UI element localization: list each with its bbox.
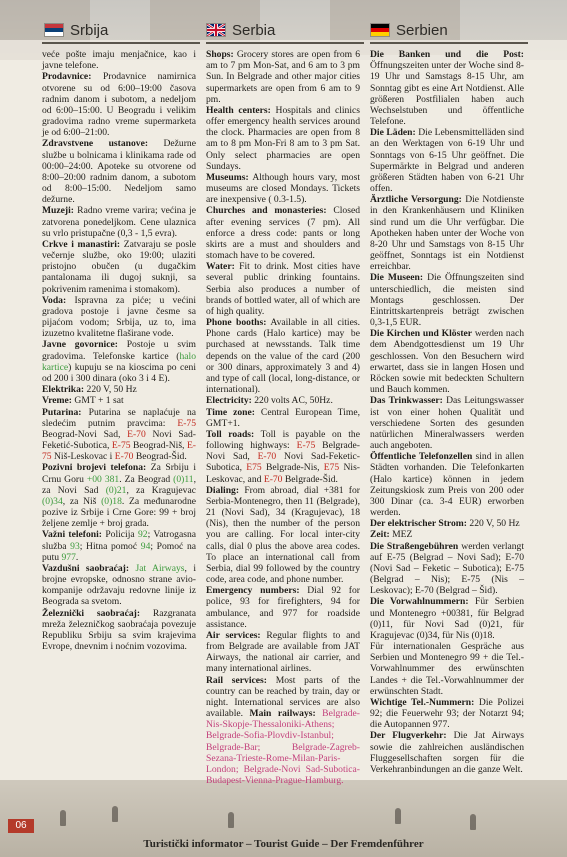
paragraph-dialing: Dialing: From abroad, dial +381 for Serbia-Montenegro, then 11 (Belgrade), 21 (Novi Sad), 34 (Kragujevac), 18 (Nis), then the number of the person you are calling. For local inter-city calls, dial 0 plus the above area codes. To place an international call from Serbia, dial 99 followed by the country code, area code, and phone number. xyxy=(206,484,360,586)
paragraph-dialing: Die Vorwahlnummern: Für Serbien und Montenegro +00381, für Belgrad (0)11, für Novi Sad (0)21, für Kragujevac (0)34, für Nis (0)18. xyxy=(370,596,524,641)
germany-flag-icon xyxy=(370,23,390,37)
paragraph-dialing: Pozivni brojevi telefona: Za Srbiju i Crnu Goru +00 381. Za Beograd (0)11, za Novi Sad (0)21, za Kragujevac (0)34, za Niš (0)18. Za međunarodne pozive iz Srbije i Crne Gore: 99 + broj željene zemlje + broj grada. xyxy=(42,462,196,530)
paragraph-museums: Museums: Although hours vary, most museums are closed Mondays. Tickets are inexpensive ( 0.3-1.5). xyxy=(206,171,360,206)
header-title-serbian: Srbija xyxy=(70,21,109,39)
paragraph-emergency: Važni telefoni: Policija 92; Vatrogasna služba 93; Hitna pomoć 94; Pomoć na putu 977. xyxy=(42,529,197,563)
background-person xyxy=(60,810,66,826)
background-person xyxy=(470,814,476,830)
paragraph-post: Die Banken und die Post: Öffnungszeiten unter der Woche sind 8-19 Uhr und Samstags 8-15 Uhr, am Sonntag gibt es eine Art Notdienst. Alle größeren Postfilialen haben auch Wechselstuben und öffentliche Telefone. xyxy=(370,49,524,128)
paragraph-electricity: Electricity: 220 volts AC, 50Hz. xyxy=(206,395,333,407)
serbian-column xyxy=(42,49,196,652)
paragraph-health: Health centers: Hospitals and clinics offer emergency health services around the clock. Pharmacies are open from 8 am to 8 pm Mon-Fri 8 am to 3 pm Sat. Only select pharmacies are open Sundays. xyxy=(206,104,361,172)
paragraph-time: Time zone: Central European Time, GMT+1. xyxy=(206,406,360,429)
paragraph-emergency: Emergency numbers: Dial 92 for police, 93 for firefighters, 94 for ambulance, and 977 for roadside assistance. xyxy=(206,585,360,630)
header-title-german: Serbien xyxy=(396,21,448,39)
german-column-header xyxy=(370,20,448,40)
background-person xyxy=(112,806,118,822)
paragraph-tolls: Toll roads: Toll is payable on the following highways: E-75 Belgrade-Novi Sad, E-70 Novi Sad-Feketic-Subotica, E75 Belgrade-Nis, E75 Nis-Leskovac, and E-70 Belgrade-Šid. xyxy=(206,428,361,485)
paragraph-phones: Öffentliche Telefonzellen sind in allen Städten vorhanden. Die Telefonkarten (Halo kartice) können in jedem Zeitungskiosk zum Preis von 200 oder 300 Dinar (ca. 3-4 EUR) erworben werden. xyxy=(370,451,524,519)
english-column xyxy=(206,49,360,786)
paragraph-churches: Die Kirchen und Klöster werden nach dem Abendgottesdienst um 19 Uhr geschlossen. Von den Besuchern wird erwartet, dass sie in langen Hosen und Röcken sowie mit bedeckten Schultern und Bauch kommen. xyxy=(370,328,525,396)
paragraph-water: Voda: Ispravna za piće; u većini gradova postoje i javne česme sa pijaćom vodom; Srbija, uz to, ima izuzetno kvalitetne flaširane vode. xyxy=(42,294,196,340)
paragraph-air: Der Flugverkehr: Die Jat Airways sowie die zahlreichen ausländischen Fluggesellschaften sorgen für die Verkehranbindungen an die ganze Welt. xyxy=(370,730,524,775)
paragraph-rail: Rail services: Most parts of the country can be reached by train, day or night. International services are also available. Main railways: Belgrade-Nis-Skopje-Thessaloniki-Athens; Belgrade-Sofia-Plovdiv-Istanbul; Belgrade-Bar; Belgrade-Zagreb-Sezana-Trieste-Rome-Milan-Paris-London; Belgrade-Novi Sad-Subotica-Budapest-Vienna-Prague-Hamburg. xyxy=(206,674,360,787)
paragraph-churches: Churches and monasteries: Closed after evening services (7 pm). All enforce a dress code: pants or long skirts are a must and shoulders and stomach have to be covered. xyxy=(206,205,360,262)
paragraph-dialing-international: Für internationalen Gespräche aus Serbien und Montenegro 99 + die Tel.-Vorwahlnummer des erwünschten Landes + die Tel.-Vorwahlnummer der erwünschten Stadt. xyxy=(370,641,524,697)
paragraph-water: Water: Fit to drink. Most cities have several public drinking fountains. Serbia also produces a number of brands of bottled water, all of which are of high quality. xyxy=(206,261,360,317)
paragraph-shops: Prodavnice: Prodavnice namirnica otvorene su od 6:00–19:00 časova radnim danom i subotom, a nedeljom od 6:00–15:00. U Beogradu i velikim gradovima radno vreme supermarketa je od 6:00–21:00. xyxy=(42,71,196,139)
footer-title: Turistički informator – Tourist Guide – Der Fremdenführer xyxy=(143,838,424,850)
serbian-column-header xyxy=(44,20,108,40)
background-person xyxy=(228,812,234,828)
paragraph-health: Zdravstvene ustanove: Dežurne službe u bolnicama i klinikama rade od 00:00–24:00. Apoteke su otvorene od 8:00–20:00 radnim danom, a subotom od 8:00–15:00. Nedeljom samo dežurne. xyxy=(42,138,196,206)
paragraph-shops: Shops: Grocery stores are open from 6 am to 7 pm Mon-Sat, and 6 am to 3 pm Sun. In Belgrade and other major cities supermarkets are open from 6 am to 9 pm. xyxy=(206,49,360,105)
paragraph-churches: Crkve i manastiri: Zatvaraju se posle večernje službe, oko 19:00; ulaziti pristojno obučen (u dugačkim pantalonama ili dugoj suknji, sa pokrivenim ramenima i stomakom). xyxy=(42,238,196,295)
paragraph-time: Zeit: MEZ xyxy=(370,529,413,541)
paragraph-air: Air services: Regular flights to and from Belgrade are available from JAT Airways, the national air carrier, and many international airlines. xyxy=(206,629,360,675)
german-column xyxy=(370,49,524,775)
uk-flag-icon xyxy=(206,23,226,37)
paragraph-tolls: Die Straßengebühren werden verlangt auf E-75 (Belgrad – Novi Sad); E-70 (Novi Sad – Feketic – Subotica); E-75 (Belgrad – Nis); E-75 (Nis – Leskovac); E-70 (Belgrad – Šid). xyxy=(370,540,524,597)
header-rule xyxy=(370,42,528,44)
paragraph-phones: Phone booths: Available in all cities. Phone cards (Halo kartice) may be purchased at newsstands. Talk time depends on the value of the card (200 or 300 dinars, approximately 3 and 4) and type of call (local, long-distance, or international). xyxy=(206,317,360,396)
header-rule xyxy=(206,42,364,44)
paragraph-intro: veće pošte imaju menjačnice, kao i javne telefone. xyxy=(42,49,196,72)
paragraph-rail: Železnički saobraćaj: Razgranata mreža železničkog saobraćaja povezuje Republiku Srbiju sa svim krajevima Evrope, dnevnim i noćnim vozovima. xyxy=(42,607,196,653)
page-number: 06 xyxy=(8,819,34,833)
header-rule xyxy=(42,42,200,44)
paragraph-time: Vreme: GMT + 1 sat xyxy=(42,395,124,407)
paragraph-shops: Die Läden: Die Lebensmittelläden sind an den Werktagen von 6-19 Uhr und Sonntags von 6-15 Uhr geöffnet. Die Supermärkte in Belgrad und anderen größeren Städten haben von 6-21 Uhr offen. xyxy=(370,127,524,195)
serbia-flag-icon xyxy=(44,23,64,37)
paragraph-health: Ärztliche Versorgung: Die Notdienste in den Krankenhäusern und Kliniken sind rund um die Uhr verfügbar. Die Apotheken haben unter der Woche von 8-20 Uhr und Samstags von 8-15 Uhr geöffnet, Sonntags ist ein Notdienst erreichbar. xyxy=(370,194,524,273)
paragraph-museums: Muzeji: Radno vreme varira; većina je zatvorena ponedeljkom. Cene ulaznica su vrlo pristupačne (0,3 - 1,5 evra). xyxy=(42,205,196,239)
english-column-header xyxy=(206,20,275,40)
paragraph-phones: Javne govornice: Postoje u svim gradovima. Telefonske kartice (halo kartice) kupuju se na kioscima po ceni od 200 i 300 dinara (oko 3 i 4 E). xyxy=(42,339,196,384)
paragraph-water: Das Trinkwasser: Das Leitungswasser ist von einer hohen Qualität und verschiedene Sorten des gesunden natürlichen Mineralwassers werden auch angeboten. xyxy=(370,395,524,452)
paragraph-electricity: Der elektrischer Strom: 220 V, 50 Hz xyxy=(370,518,520,530)
header-title-english: Serbia xyxy=(232,21,276,39)
paragraph-tolls: Putarina: Putarina se naplaćuje na sledećim putnim pravcima: E-75 Beograd-Novi Sad, E-70 Novi Sad-Feketić-Subotica, E-75 Beograd-Niš, E-75 Niš-Leskovac i E-70 Beograd-Šid. xyxy=(42,406,197,463)
paragraph-air: Vazdušni saobraćaj: Jat Airways, i brojne evropske, odnosno strane avio-kompanije održavaju redovne linije iz Beograda sa svetom. xyxy=(42,562,196,608)
paragraph-museums: Die Museen: Die Öffnungszeiten sind unterschiedlich, die meisten sind Montags geschlossen. Der Eintrittskartenpreis beträgt zwischen 0,3-1,5 EUR. xyxy=(370,272,524,329)
background-person xyxy=(395,808,401,824)
paragraph-electricity: Elektrika: 220 V, 50 Hz xyxy=(42,384,137,396)
paragraph-emergency: Wichtige Tel.-Nummern: Die Polizei 92; die Feuerwehr 93; der Notarzt 94; die Autopannen 977. xyxy=(370,696,524,731)
